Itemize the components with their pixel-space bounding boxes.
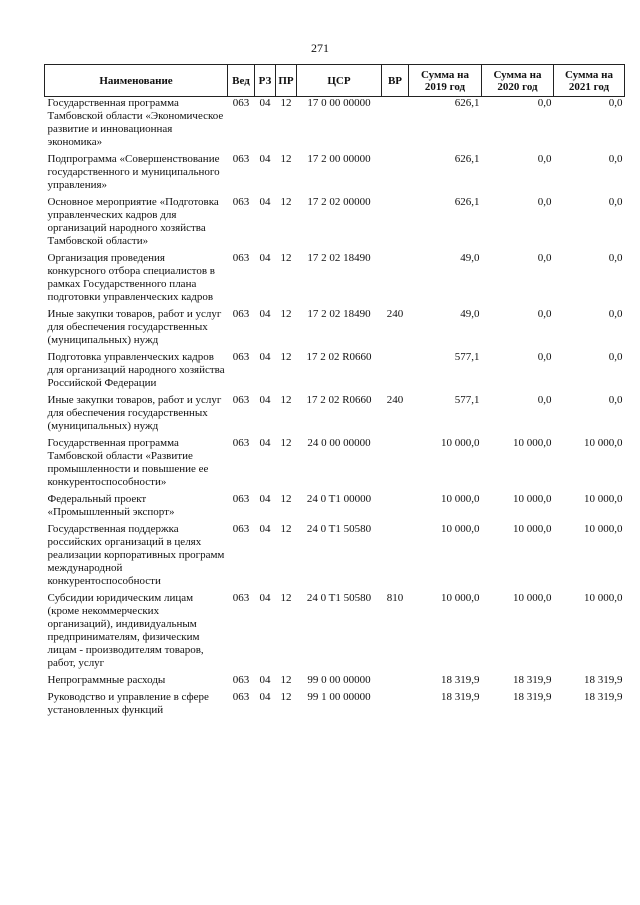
row-vr: 810 xyxy=(386,592,404,604)
row-csr: 17 0 00 00000 xyxy=(307,97,371,109)
row-rz: 04 xyxy=(259,252,271,264)
row-pr: 12 xyxy=(280,394,292,406)
row-pr: 12 xyxy=(280,674,292,686)
row-sum-2019: 49,0 xyxy=(460,308,480,320)
row-rz: 04 xyxy=(259,592,271,604)
row-csr: 17 2 02 18490 xyxy=(307,308,371,320)
row-sum-2020: 10 000,0 xyxy=(513,592,552,604)
row-name: Организация проведения конкурсного отбора специалистов в рамках Государственного плана подготовки управленческих кадров xyxy=(47,252,215,303)
row-sum-2020: 18 319,9 xyxy=(513,674,552,686)
row-csr: 17 2 02 R0660 xyxy=(306,351,372,363)
row-sum-2020: 0,0 xyxy=(537,153,552,165)
table-body xyxy=(45,97,625,722)
row-name: Основное мероприятие «Подготовка управленческих кадров для организаций народного хозяйства Тамбовской области» xyxy=(47,196,219,247)
row-csr: 24 0 T1 50580 xyxy=(306,523,372,535)
row-ved: 063 xyxy=(232,523,250,535)
row-ved: 063 xyxy=(232,97,250,109)
row-sum-2020: 0,0 xyxy=(537,252,552,264)
row-ved: 063 xyxy=(232,493,250,505)
row-name: Иные закупки товаров, работ и услуг для обеспечения государственных (муниципальных) нужд xyxy=(47,308,222,346)
row-ved: 063 xyxy=(232,351,250,363)
row-rz: 04 xyxy=(259,691,271,703)
row-name: Подпрограмма «Совершенствование государственного и муниципального управления» xyxy=(47,153,220,191)
row-vr xyxy=(382,674,409,691)
row-vr: 240 xyxy=(386,394,404,406)
row-sum-2020: 0,0 xyxy=(537,308,552,320)
row-name: Непрограммные расходы xyxy=(47,674,166,686)
row-sum-2021: 10 000,0 xyxy=(584,437,623,449)
row-ved: 063 xyxy=(232,196,250,208)
row-pr: 12 xyxy=(280,97,292,109)
row-sum-2019: 626,1 xyxy=(454,196,480,208)
row-csr: 99 0 00 00000 xyxy=(307,674,371,686)
row-vr xyxy=(382,523,409,592)
row-pr: 12 xyxy=(280,308,292,320)
table-row xyxy=(45,394,625,437)
row-sum-2021: 18 319,9 xyxy=(584,674,623,686)
row-rz: 04 xyxy=(259,674,271,686)
row-ved: 063 xyxy=(232,674,250,686)
row-rz: 04 xyxy=(259,394,271,406)
row-name: Иные закупки товаров, работ и услуг для обеспечения государственных (муниципальных) нужд xyxy=(47,394,222,432)
row-sum-2020: 0,0 xyxy=(537,394,552,406)
row-sum-2020: 10 000,0 xyxy=(513,493,552,505)
row-csr: 24 0 00 00000 xyxy=(307,437,371,449)
table-row xyxy=(45,351,625,394)
header-csr: ЦСР xyxy=(297,65,382,97)
budget-table xyxy=(44,64,625,721)
row-sum-2021: 0,0 xyxy=(608,351,623,363)
table-row xyxy=(45,153,625,196)
row-sum-2019: 626,1 xyxy=(454,97,480,109)
table-row xyxy=(45,674,625,691)
row-pr: 12 xyxy=(280,493,292,505)
table-row xyxy=(45,97,625,154)
row-sum-2020: 0,0 xyxy=(537,351,552,363)
row-sum-2021: 10 000,0 xyxy=(584,493,623,505)
row-pr: 12 xyxy=(280,523,292,535)
row-rz: 04 xyxy=(259,97,271,109)
row-sum-2019: 10 000,0 xyxy=(441,493,480,505)
row-pr: 12 xyxy=(280,252,292,264)
row-name: Подготовка управленческих кадров для организаций народного хозяйства Российской Федерации xyxy=(47,351,225,389)
row-sum-2019: 10 000,0 xyxy=(441,523,480,535)
row-sum-2021: 0,0 xyxy=(608,308,623,320)
row-csr: 17 2 00 00000 xyxy=(307,153,371,165)
table-row xyxy=(45,493,625,523)
row-sum-2021: 0,0 xyxy=(608,252,623,264)
row-name: Руководство и управление в сфере установленных функций xyxy=(47,691,209,716)
table-header xyxy=(45,65,625,97)
row-sum-2021: 10 000,0 xyxy=(584,592,623,604)
row-sum-2021: 0,0 xyxy=(608,196,623,208)
row-sum-2020: 0,0 xyxy=(537,196,552,208)
row-name: Государственная программа Тамбовской области «Развитие промышленности и повышение ее конкурентоспособности» xyxy=(47,437,209,488)
row-ved: 063 xyxy=(232,437,250,449)
row-rz: 04 xyxy=(259,196,271,208)
row-csr: 17 2 02 00000 xyxy=(307,196,371,208)
row-name: Государственная программа Тамбовской области «Экономическое развитие и инновационная экономика» xyxy=(47,97,224,148)
row-sum-2021: 0,0 xyxy=(608,394,623,406)
header-row xyxy=(45,65,625,97)
table-row xyxy=(45,523,625,592)
row-pr: 12 xyxy=(280,592,292,604)
row-pr: 12 xyxy=(280,691,292,703)
row-rz: 04 xyxy=(259,493,271,505)
row-sum-2021: 0,0 xyxy=(608,153,623,165)
table-row xyxy=(45,308,625,351)
header-sum-2019: Сумма на 2019 год xyxy=(409,65,482,97)
row-rz: 04 xyxy=(259,523,271,535)
row-vr xyxy=(382,493,409,523)
row-sum-2021: 0,0 xyxy=(608,97,623,109)
row-ved: 063 xyxy=(232,153,250,165)
row-vr xyxy=(382,196,409,252)
row-sum-2019: 49,0 xyxy=(460,252,480,264)
header-sum-2021: Сумма на 2021 год xyxy=(554,65,625,97)
row-csr: 17 2 02 18490 xyxy=(307,252,371,264)
row-vr xyxy=(382,351,409,394)
row-sum-2020: 0,0 xyxy=(537,97,552,109)
row-sum-2021: 10 000,0 xyxy=(584,523,623,535)
row-csr: 17 2 02 R0660 xyxy=(306,394,372,406)
row-ved: 063 xyxy=(232,592,250,604)
header-sum-2020: Сумма на 2020 год xyxy=(482,65,554,97)
row-sum-2019: 10 000,0 xyxy=(441,437,480,449)
row-ved: 063 xyxy=(232,691,250,703)
header-pr: ПР xyxy=(276,65,297,97)
row-pr: 12 xyxy=(280,437,292,449)
row-vr xyxy=(382,437,409,493)
row-name: Государственная поддержка российских организаций в целях реализации корпоративных программ международной конкурентоспособности xyxy=(47,523,225,587)
row-name: Субсидии юридическим лицам (кроме некоммерческих организаций), индивидуальным предпринимателям, физическим лицам - производителям товаров, работ, услуг xyxy=(47,592,204,669)
row-sum-2021: 18 319,9 xyxy=(584,691,623,703)
row-pr: 12 xyxy=(280,153,292,165)
row-sum-2019: 577,1 xyxy=(454,394,480,406)
row-sum-2019: 10 000,0 xyxy=(441,592,480,604)
row-vr xyxy=(382,153,409,196)
row-csr: 99 1 00 00000 xyxy=(307,691,371,703)
row-sum-2020: 10 000,0 xyxy=(513,437,552,449)
row-rz: 04 xyxy=(259,153,271,165)
row-ved: 063 xyxy=(232,308,250,320)
row-vr xyxy=(382,691,409,721)
row-vr xyxy=(382,252,409,308)
row-pr: 12 xyxy=(280,351,292,363)
row-rz: 04 xyxy=(259,351,271,363)
row-sum-2020: 18 319,9 xyxy=(513,691,552,703)
row-sum-2019: 626,1 xyxy=(454,153,480,165)
row-name: Федеральный проект «Промышленный экспорт» xyxy=(47,493,175,518)
row-ved: 063 xyxy=(232,252,250,264)
header-name: Наименование xyxy=(45,65,228,97)
row-rz: 04 xyxy=(259,308,271,320)
table-row xyxy=(45,196,625,252)
row-sum-2019: 18 319,9 xyxy=(441,674,480,686)
row-sum-2019: 18 319,9 xyxy=(441,691,480,703)
row-sum-2019: 577,1 xyxy=(454,351,480,363)
row-csr: 24 0 T1 50580 xyxy=(306,592,372,604)
table-row xyxy=(45,691,625,721)
table-row xyxy=(45,437,625,493)
header-vr: ВР xyxy=(382,65,409,97)
header-rz: РЗ xyxy=(255,65,276,97)
row-pr: 12 xyxy=(280,196,292,208)
page-number: 271 xyxy=(311,41,329,55)
row-csr: 24 0 T1 00000 xyxy=(306,493,372,505)
row-rz: 04 xyxy=(259,437,271,449)
row-vr: 240 xyxy=(386,308,404,320)
row-sum-2020: 10 000,0 xyxy=(513,523,552,535)
header-ved: Вед xyxy=(228,65,255,97)
table-row xyxy=(45,592,625,674)
table-row xyxy=(45,252,625,308)
row-vr xyxy=(382,97,409,154)
row-ved: 063 xyxy=(232,394,250,406)
